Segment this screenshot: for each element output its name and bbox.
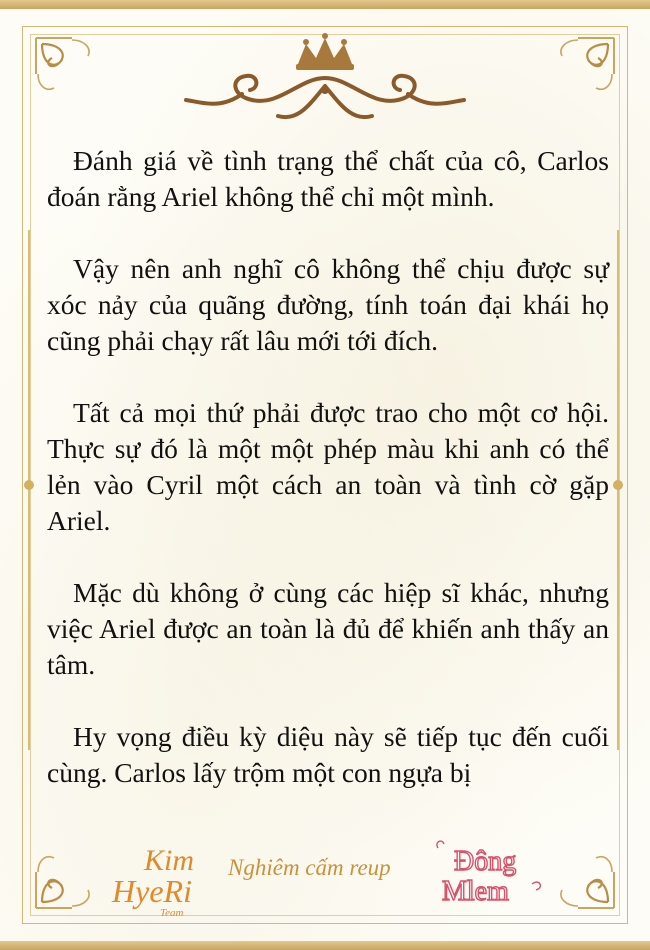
svg-text:HyeRi: HyeRi	[112, 873, 192, 909]
svg-text:Đông: Đông	[454, 846, 517, 877]
paragraph-3: Tất cả mọi thứ phải được trao cho một cơ hội. Thực sự đó là một một phép màu khi anh có thể lẻn vào Cyril một cách an toàn và tình cờ gặp Ariel.	[47, 397, 609, 536]
crown-scroll-ornament-icon	[180, 30, 470, 130]
bottom-gold-bar	[0, 941, 650, 950]
kim-hyeri-team-logo	[108, 836, 218, 922]
left-bead-icon	[22, 478, 36, 492]
bottom-right-corner-ornament-icon	[548, 852, 618, 912]
top-gold-bar	[0, 0, 650, 9]
bottom-left-corner-ornament-icon	[32, 852, 102, 912]
paragraph-1: Đánh giá về tình trạng thể chất của cô, Carlos đoán rằng Ariel không thể chỉ một mình.	[47, 145, 609, 212]
dong-mlem-logo	[432, 834, 548, 920]
top-left-corner-ornament-icon	[32, 34, 102, 94]
top-right-corner-ornament-icon	[548, 34, 618, 94]
story-text	[47, 143, 609, 827]
svg-text:Team: Team	[160, 907, 184, 919]
svg-text:Kim: Kim	[144, 844, 195, 877]
right-bead-icon	[611, 478, 625, 492]
paragraph-2: Vậy nên anh nghĩ cô không thể chịu được sự xóc nảy của quãng đường, tính toán đại khái họ cũng phải chạy rất lâu mới tới đích.	[47, 253, 609, 356]
paragraph-4: Mặc dù không ở cùng các hiệp sĩ khác, nhưng việc Ariel được an toàn là đủ để khiến anh thấy an tâm.	[47, 577, 609, 680]
svg-text:Mlem: Mlem	[442, 876, 509, 907]
paragraph-5: Hy vọng điều kỳ diệu này sẽ tiếp tục đến cuối cùng. Carlos lấy trộm một con ngựa bị	[47, 721, 609, 788]
no-reupload-notice: Nghiêm cấm reup	[228, 855, 391, 880]
